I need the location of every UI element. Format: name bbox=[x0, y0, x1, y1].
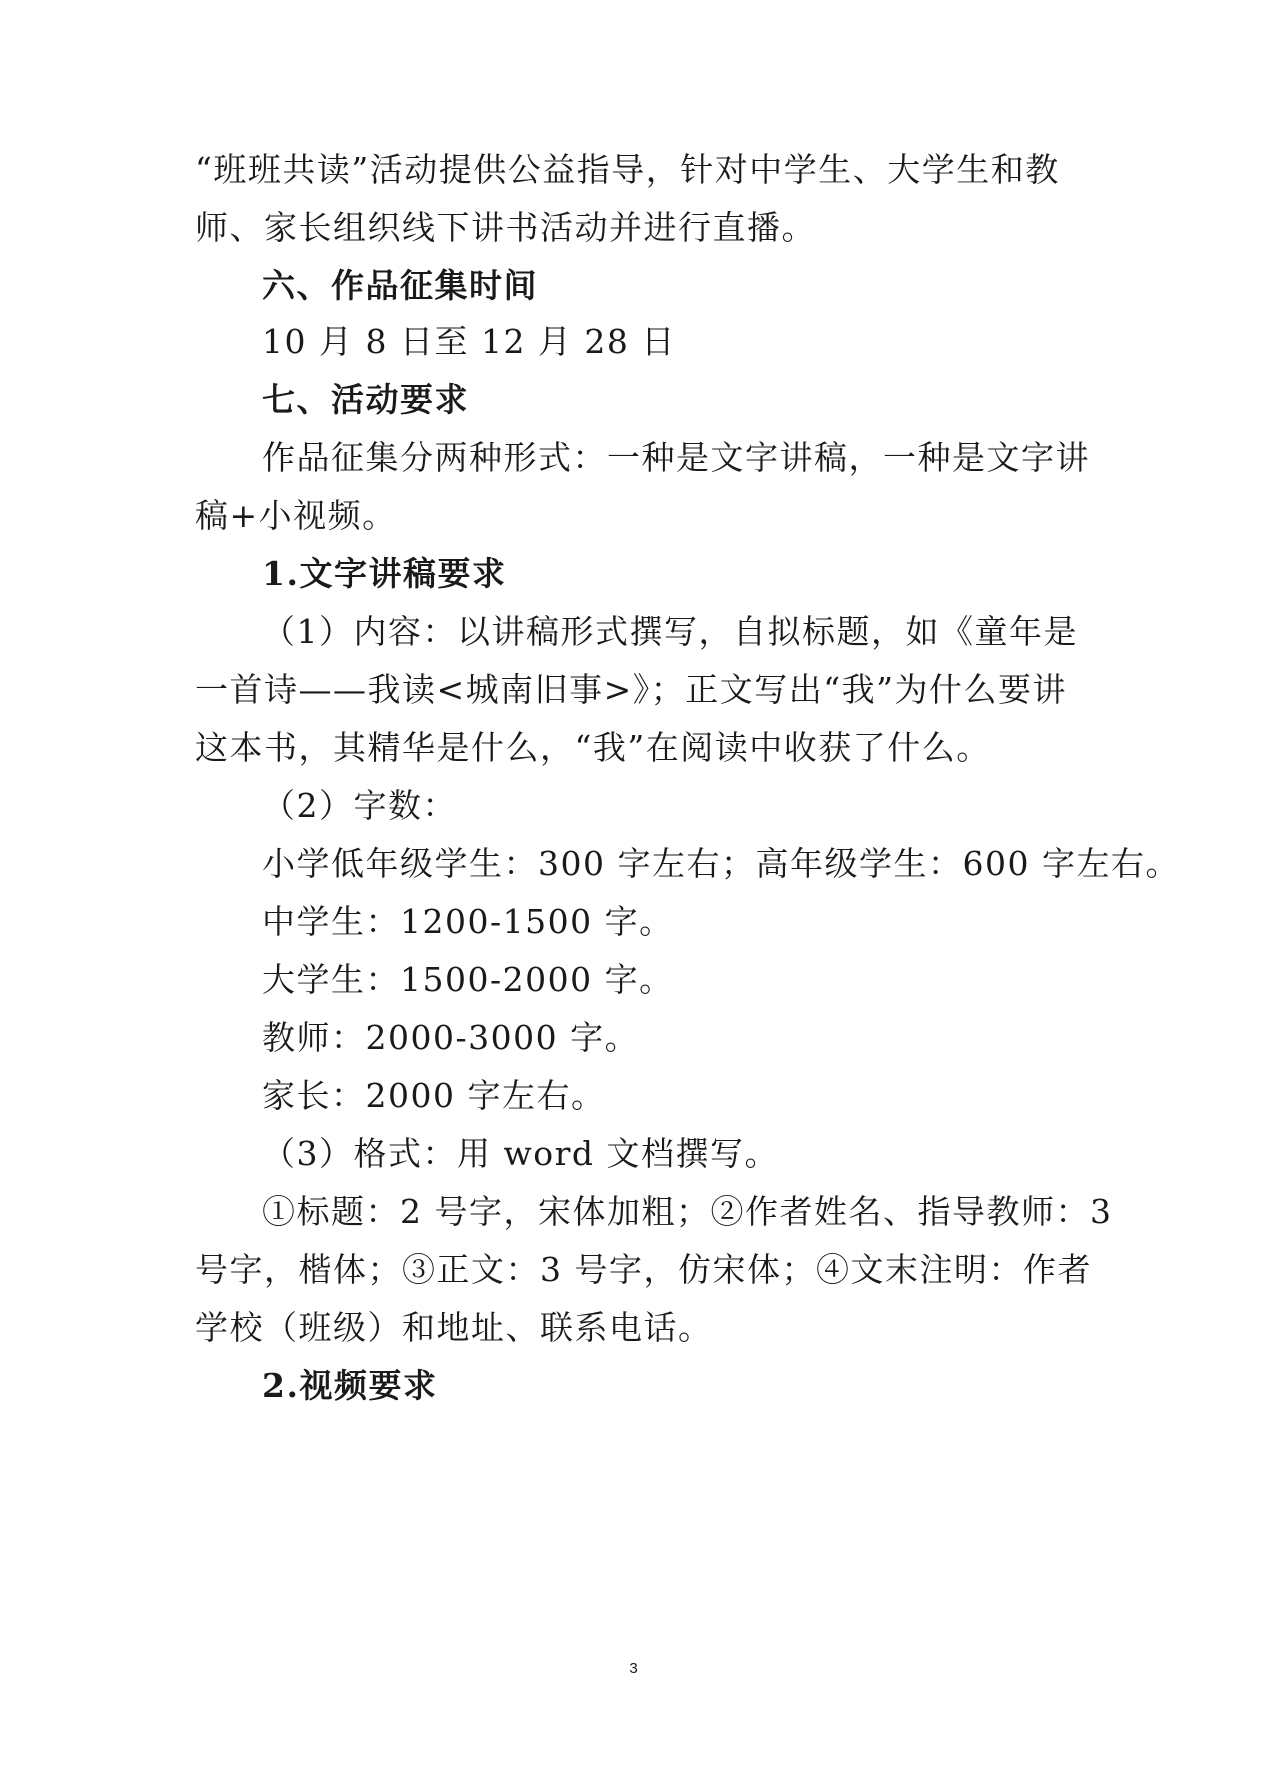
paragraph-line: 这本书，其精华是什么，“我”在阅读中收获了什么。 bbox=[195, 728, 991, 767]
word-count-primary: 小学低年级学生：300 字左右；高年级学生：600 字左右。 bbox=[262, 844, 1180, 883]
paragraph-line: （3）格式：用 word 文档撰写。 bbox=[262, 1134, 779, 1173]
paragraph-line: ①标题：2 号字，宋体加粗；②作者姓名、指导教师：3 bbox=[262, 1192, 1113, 1231]
section-heading: 七、活动要求 bbox=[262, 380, 469, 419]
word-count-middle: 中学生：1200-1500 字。 bbox=[262, 902, 674, 941]
paragraph-line: 号字，楷体；③正文：3 号字，仿宋体；④文末注明：作者 bbox=[195, 1250, 1092, 1289]
subsection-heading: 2.视频要求 bbox=[262, 1366, 438, 1405]
subsection-heading: 1.文字讲稿要求 bbox=[262, 554, 507, 593]
paragraph-line: 一首诗——我读<城南旧事>》；正文写出“我”为什么要讲 bbox=[195, 670, 1068, 709]
word-count-teacher: 教师：2000-3000 字。 bbox=[262, 1018, 640, 1057]
paragraph-line: 师、家长组织线下讲书活动并进行直播。 bbox=[195, 208, 816, 247]
paragraph-line: “班班共读”活动提供公益指导，针对中学生、大学生和教 bbox=[195, 150, 1060, 189]
section-heading: 六、作品征集时间 bbox=[262, 266, 538, 305]
word-count-college: 大学生：1500-2000 字。 bbox=[262, 960, 674, 999]
page-number: 3 bbox=[629, 1660, 638, 1677]
paragraph-line: （2）字数： bbox=[262, 786, 457, 825]
paragraph-line: （1）内容：以讲稿形式撰写，自拟标题，如《童年是 bbox=[262, 612, 1078, 651]
word-count-parent: 家长：2000 字左右。 bbox=[262, 1076, 606, 1115]
paragraph-line: 作品征集分两种形式：一种是文字讲稿，一种是文字讲 bbox=[262, 438, 1090, 477]
paragraph-line: 学校（班级）和地址、联系电话。 bbox=[195, 1308, 713, 1347]
paragraph-line: 稿+小视频。 bbox=[195, 496, 397, 535]
date-range: 10 月 8 日至 12 月 28 日 bbox=[262, 322, 676, 361]
